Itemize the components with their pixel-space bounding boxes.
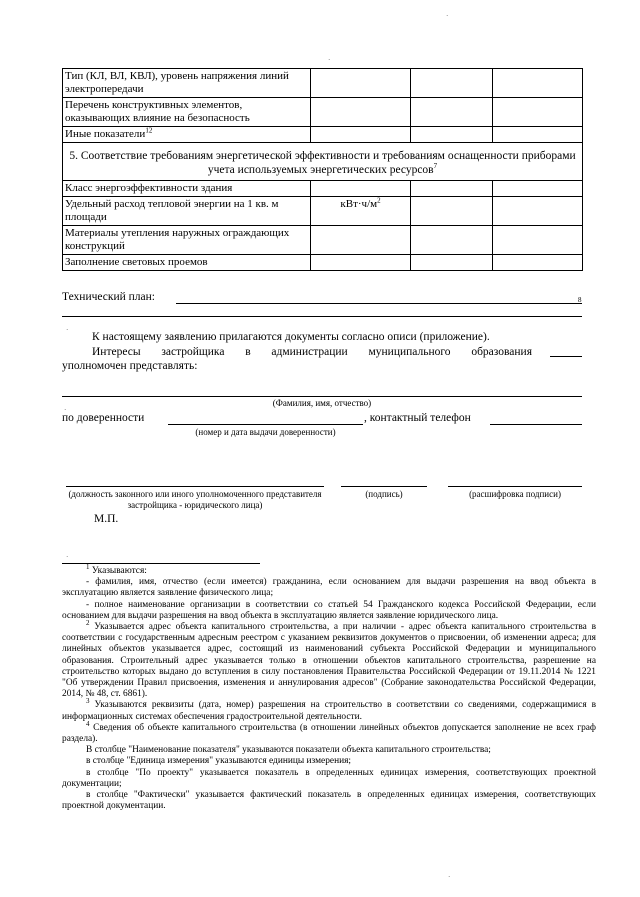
table-row: [63, 69, 583, 98]
unit-cell[interactable]: [311, 69, 411, 98]
position-caption: (должность законного или иного уполномоченного представителя застройщика - юридического лица): [68, 489, 322, 510]
phone-line[interactable]: [490, 424, 582, 425]
table-row: [63, 127, 583, 143]
footnote-separator: [62, 563, 260, 564]
unit-cell[interactable]: [311, 226, 411, 255]
actual-cell[interactable]: [493, 226, 583, 255]
actual-cell[interactable]: [493, 69, 583, 98]
project-cell[interactable]: [411, 69, 493, 98]
scan-speck: ·: [446, 12, 449, 20]
footnotes: [62, 562, 597, 812]
row-label: Класс энергоэффективности здания: [63, 181, 311, 197]
actual-cell[interactable]: [493, 181, 583, 197]
footnote-ref: 7: [433, 162, 438, 171]
stamp-place: М.П.: [94, 513, 119, 525]
tech-plan-label: Технический план:: [62, 291, 155, 303]
project-cell[interactable]: [411, 226, 493, 255]
proxy-number-line[interactable]: [168, 424, 363, 425]
table-row: [63, 181, 583, 197]
footnote-1b: - полное наименование организации в соответствии со статьей 54 Гражданского кодекса Российской Федерации, если основанием для выдачи разрешения на ввод объекта в эксплуатацию является заявление юридического лица.: [62, 599, 596, 621]
project-cell[interactable]: [411, 181, 493, 197]
indicators-table: [62, 68, 583, 271]
footnote-4: [62, 719, 597, 745]
footnote-2: [62, 618, 596, 700]
footnote-number: 2: [86, 618, 90, 627]
decode-caption: (расшифровка подписи): [469, 489, 561, 499]
row-label: Перечень конструктивных элементов, оказывающих влияние на безопасность: [63, 98, 311, 127]
section-header-row: [63, 143, 583, 181]
footnote-ref: 12: [145, 126, 153, 135]
footnote-5: В столбце "Наименование показателя" указываются показатели объекта капитального строительства;: [86, 745, 491, 756]
tech-plan-line-1[interactable]: [176, 303, 582, 304]
unit-cell[interactable]: [311, 181, 411, 197]
position-line[interactable]: [66, 486, 324, 487]
municipality-line[interactable]: [550, 356, 582, 357]
table-row: [63, 255, 583, 271]
representative-name-line[interactable]: [62, 396, 582, 397]
phone-label: , контактный телефон: [364, 412, 471, 424]
fio-caption: (Фамилия, имя, отчество): [272, 398, 372, 408]
row-label: [63, 127, 311, 143]
signature-caption: (подпись): [365, 489, 403, 499]
project-cell[interactable]: [411, 127, 493, 143]
signature-decode-line[interactable]: [448, 486, 582, 487]
tech-plan-line-2[interactable]: [62, 316, 582, 317]
footnote-6: в столбце "Единица измерения" указываются единицы измерения;: [86, 756, 352, 767]
row-label-text: Иные показатели: [65, 128, 146, 140]
table-row: [63, 98, 583, 127]
footnote-text: Сведения об объекте капитального строительства (в отношении линейных объектов допускается заполнение не всех граф раздела).: [62, 722, 597, 745]
scan-speck: ·: [66, 553, 69, 561]
unit-text: кВт·ч/м: [340, 198, 378, 210]
actual-cell[interactable]: [493, 255, 583, 271]
project-cell[interactable]: [411, 98, 493, 127]
actual-cell[interactable]: [493, 127, 583, 143]
proxy-label: по доверенности: [62, 412, 145, 424]
unit-cell[interactable]: [311, 127, 411, 143]
footnote-text: Указываются реквизиты (дата, номер) разрешения на строительство в соответствии со сведениями, содержащимися в информационных системах обеспечения градостроительной деятельности.: [62, 700, 597, 722]
unit-exponent: 2: [377, 196, 381, 205]
scan-speck: ·: [448, 873, 451, 881]
footnote-1-title: [62, 562, 596, 577]
footnote-text: Указывается адрес объекта капитального строительства, а при наличии - адрес объекта капитального строительства в соответствии с государственным адресным реестром с указанием реквизитов документов о присвоении, об изменении адреса; для линейных объектов указывается адрес, состоящий из наименований субъекта Российской Федерации и муниципального образования. Строительный адрес указывается только в отношении объектов капитального строительства, разрешение на строительство которых выдано до вступления в силу постановления Правительства Российской Федерации от 19.11.2014 № 1221 "Об утверждении Правил присвоения, изменения и аннулирования адресов" (Собрание законодательства Российской Федерации, 2014, № 48, ст. 6861).: [62, 622, 596, 700]
footnote-ref: 8: [578, 296, 582, 304]
unit-cell[interactable]: [311, 255, 411, 271]
scan-speck: ·: [64, 406, 67, 414]
scan-speck: ·: [328, 56, 331, 64]
row-label: Удельный расход тепловой энергии на 1 кв. м площади: [63, 197, 311, 226]
project-cell[interactable]: [411, 255, 493, 271]
unit-cell[interactable]: [311, 98, 411, 127]
row-label: Материалы утепления наружных ограждающих конструкций: [63, 226, 311, 255]
table-row: [63, 226, 583, 255]
actual-cell[interactable]: [493, 98, 583, 127]
footnote-7: в столбце "По проекту" указывается показатель в определенных единицах измерения, соответствующих проектной документации;: [62, 767, 596, 789]
footnote-text: Указываются:: [91, 566, 147, 576]
footnote-1a: - фамилия, имя, отчество (если имеется) гражданина, если основанием для выдачи разрешения на ввод объекта в эксплуатацию является заявление физического лица;: [62, 577, 596, 599]
proxy-caption: (номер и дата выдачи доверенности): [195, 427, 336, 437]
row-label: Тип (КЛ, ВЛ, КВЛ), уровень напряжения линий электропередачи: [63, 69, 311, 98]
footnote-8: в столбце "Фактически" указывается фактический показатель в определенных единицах измерения, соответствующих проектной документации.: [62, 790, 596, 812]
attachment-statement: К настоящему заявлению прилагаются документы согласно описи (приложение).: [92, 331, 490, 343]
unit-cell[interactable]: [311, 197, 411, 226]
footnote-number: 3: [86, 697, 90, 706]
footnote-number: 1: [86, 562, 90, 571]
project-cell[interactable]: [411, 197, 493, 226]
authorized-label: уполномочен представлять:: [62, 360, 198, 372]
interests-statement: Интересы застройщика в администрации муниципального образования: [92, 346, 532, 358]
actual-cell[interactable]: [493, 197, 583, 226]
footnote-3: [62, 697, 597, 722]
footnote-number: 4: [86, 719, 90, 728]
section-5-text: 5. Соответствие требованиям энергетической эффективности и требованиям оснащенности приборами учета используемых энергетических ресурсов: [69, 150, 576, 176]
row-label: Заполнение световых проемов: [63, 255, 311, 271]
signature-line[interactable]: [341, 486, 427, 487]
scan-speck: ·: [66, 326, 69, 334]
table-row: [63, 197, 583, 226]
section-5-title: [63, 143, 583, 181]
